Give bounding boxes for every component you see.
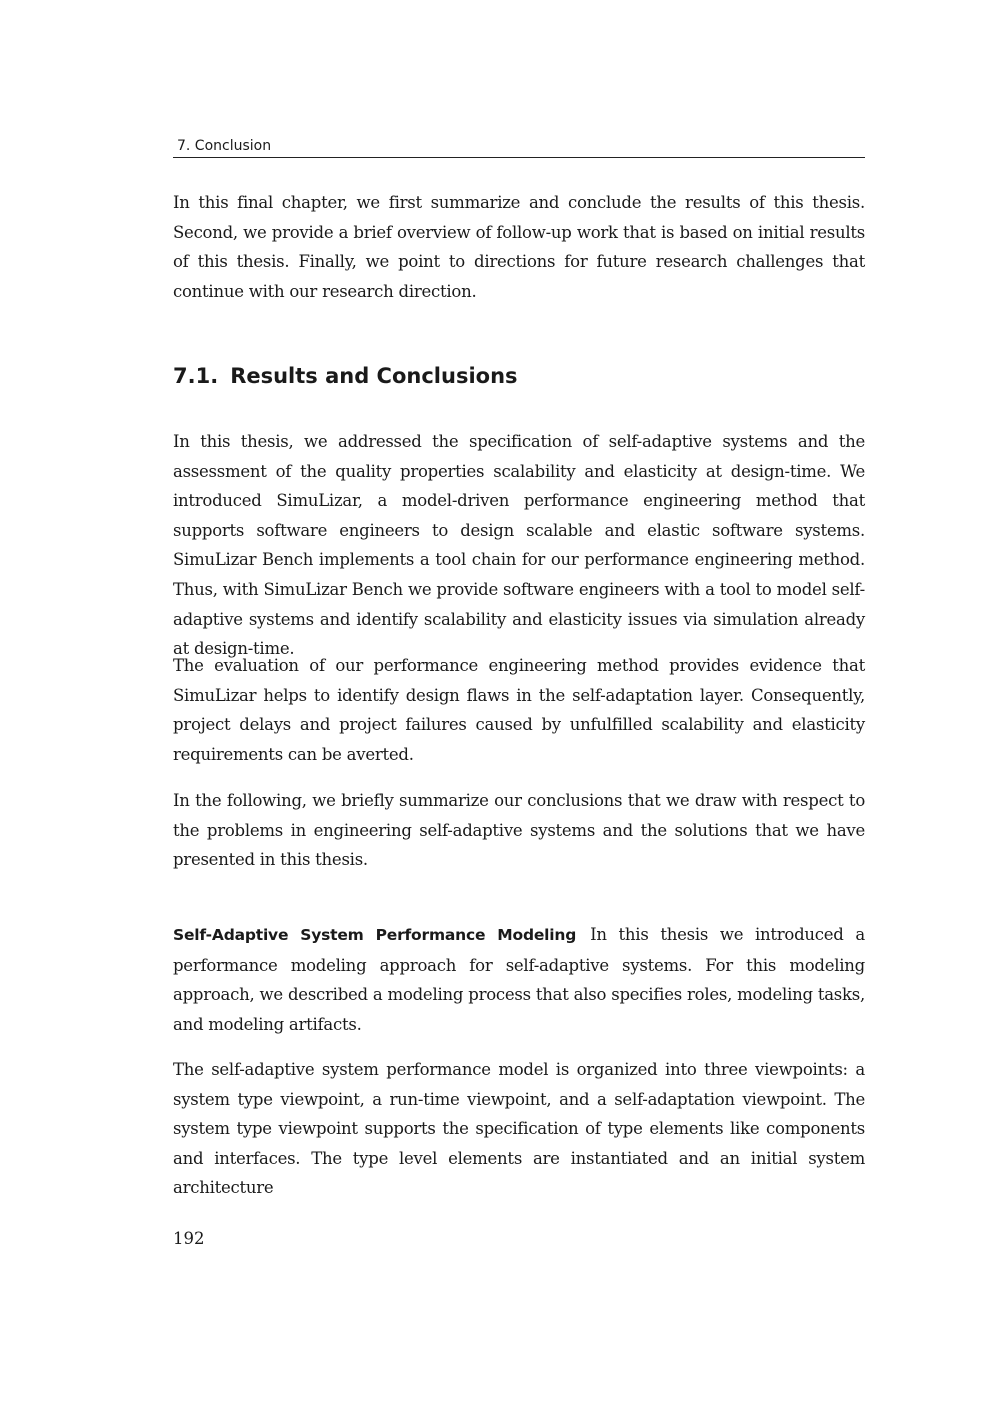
subsection-text: In this thesis we introduced a performance modeling approach for self-adaptive systems. For this modeling approach, we described a modeling process that also specifies roles, modeling tasks, and modeling artifacts. <box>173 925 865 1034</box>
paragraph-evaluation: The evaluation of our performance engineering method provides evidence that SimuLizar helps to identify design flaws in the self-adaptation layer. Consequently, project delays and project failures caused by unfulfilled scalability and elasticity requirements can be averted. <box>173 656 865 764</box>
running-head: 7. Conclusion <box>177 138 272 154</box>
paragraph-viewpoints: The self-adaptive system performance model is organized into three viewpoints: a system type viewpoint, a run-time viewpoint, and a self-adaptation viewpoint. The system type viewpoint supports the specification of type elements like components and interfaces. The type level elements are instantiated and an initial system architecture <box>173 1060 865 1198</box>
paragraph-thesis-summary: In this thesis, we addressed the specification of self-adaptive systems and the assessment of the quality properties scalability and elasticity at design-time. We introduced SimuLizar, a model-driven performance engineering method that supports software engineers to design scalable and elastic software systems. SimuLizar Bench implements a tool chain for our performance engineering method. Thus, with SimuLizar Bench we provide software engineers with a tool to model self-adaptive systems and identify scalability and elasticity issues via simulation already at design-time. <box>173 432 865 659</box>
page-number: 192 <box>173 1229 205 1248</box>
section-title: Results and Conclusions <box>230 364 518 388</box>
subsection-paragraph <box>173 920 865 1039</box>
section-heading <box>173 360 865 392</box>
paragraph-following: In the following, we briefly summarize our conclusions that we draw with respect to the problems in engineering self-adaptive systems and the solutions that we have presented in this thesis. <box>173 791 865 870</box>
subsection-heading: Self-Adaptive System Performance Modeling <box>173 926 577 944</box>
intro-paragraph: In this final chapter, we first summarize and conclude the results of this thesis. Second, we provide a brief overview of follow-up work that is based on initial results of this thesis. Finally, we point to directions for future research challenges that continue with our research direction. <box>173 193 865 301</box>
header-rule <box>173 157 865 158</box>
section-number: 7.1. <box>173 364 219 388</box>
page <box>173 0 865 1414</box>
